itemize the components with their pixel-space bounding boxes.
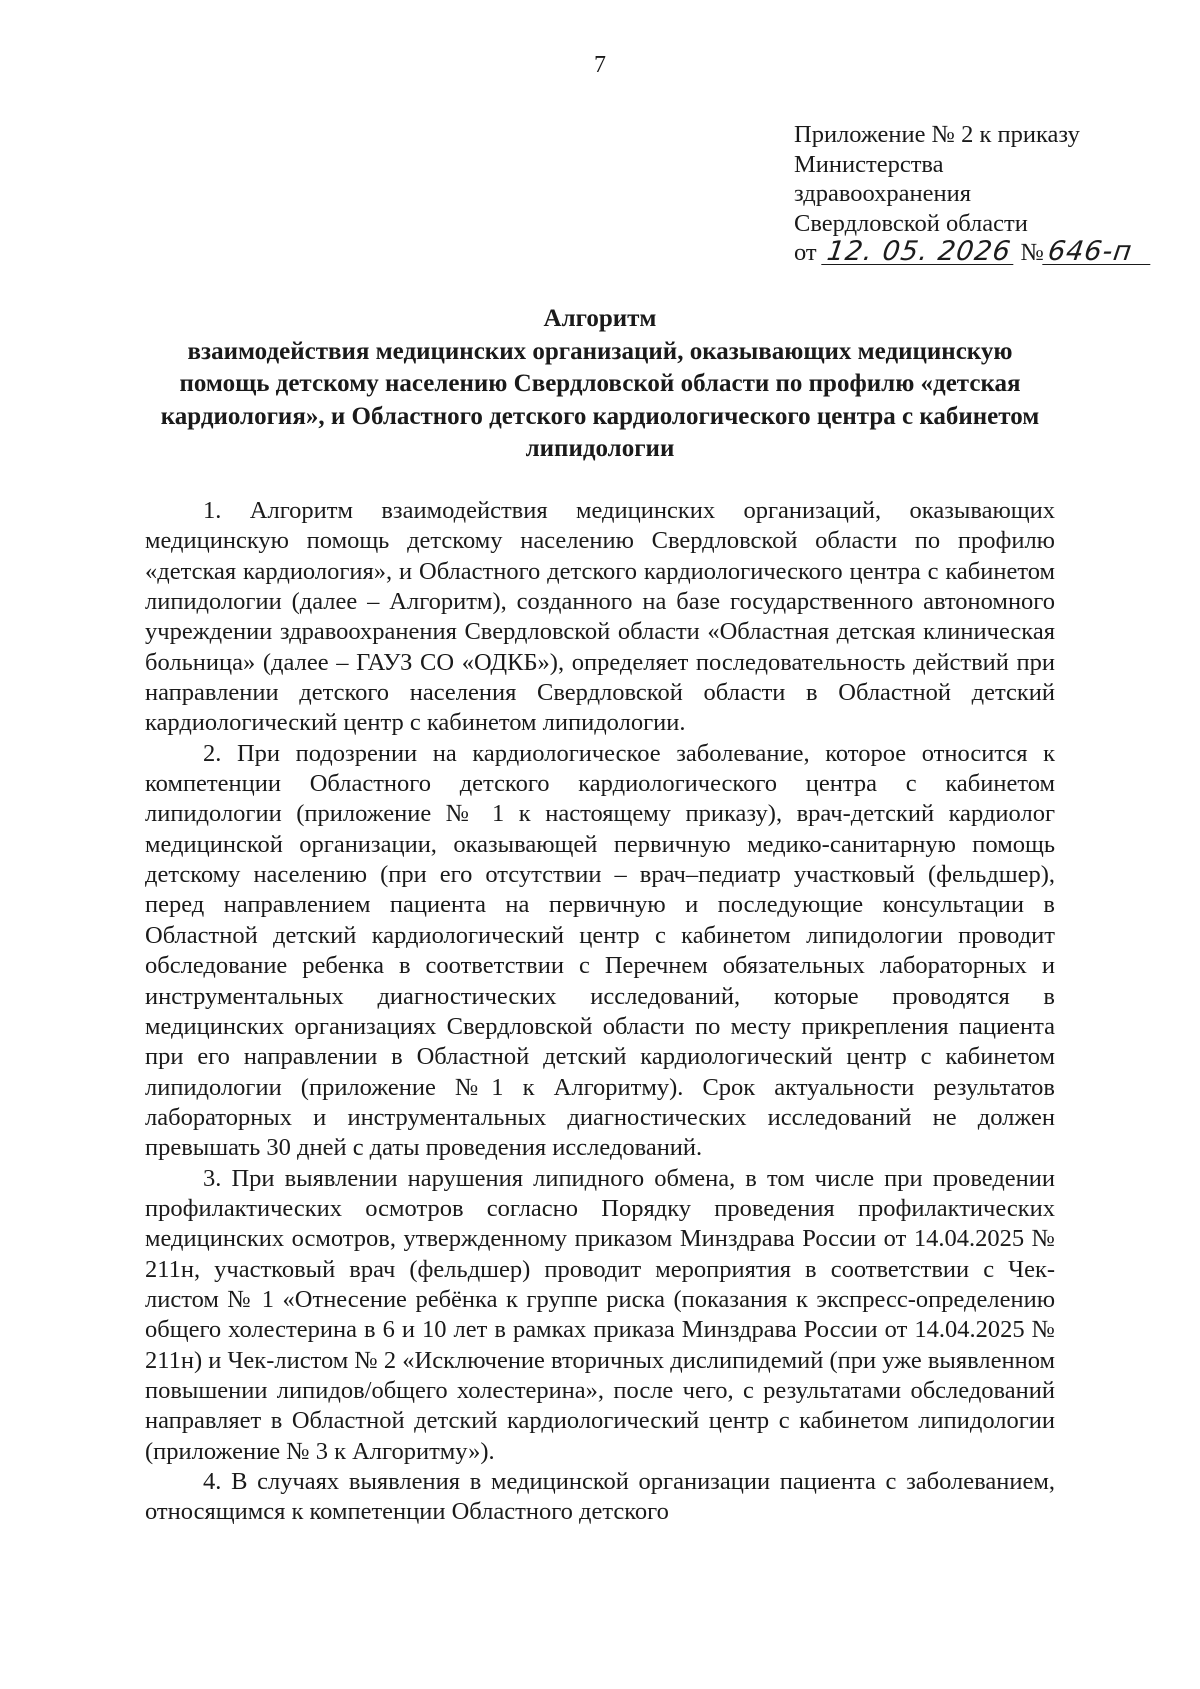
handwritten-date: 12. 05. 2026 bbox=[821, 240, 1016, 265]
from-label: от bbox=[794, 239, 817, 266]
paragraph-3: 3. При выявлении нарушения липидного обмена, в том числе при проведении профилактических осмотров согласно Порядку проведения профилактических медицинских осмотров, утвержденному приказом Минздрава России от 14.04.2025 № 211н, участковый врач (фельдшер) проводит мероприятия в соответствии с Чек-листом № 1 «Отнесение ребёнка к группе риска (показания к экспресс-определению общего холестерина в 6 и 10 лет в рамках приказа Минздрава России от 14.04.2025 № 211н) и Чек-листом № 2 «Исключение вторичных дислипидемий (при уже выявленном повышении липидов/общего холестерина», после чего, с результатами обследований направляет в Областной детский кардиологический центр с кабинетом липидологии (приложение № 3 к Алгоритму»). bbox=[145, 1164, 1055, 1465]
paragraph-1: 1. Алгоритм взаимодействия медицинских организаций, оказывающих медицинскую помощь детскому населению Свердловской области по профилю «детская кардиология», и Областного детского кардиологического центра с кабинетом липидологии (далее – Алгоритм), созданного на базе государственного автономного учреждении здравоохранения Свердловской области «Областная детская клиническая больница» (далее – ГАУЗ СО «ОДКБ»), определяет последовательность действий при направлении детского населения Свердловской области в Областной детский кардиологический центр с кабинетом липидологии. bbox=[145, 497, 1055, 737]
document-body bbox=[145, 496, 1055, 1528]
title-line: Алгоритм bbox=[543, 305, 657, 332]
paragraph-4: 4. В случаях выявления в медицинской организации пациента с заболеванием, относящимся к компетенции Областного детского bbox=[145, 1468, 1055, 1526]
page-number: 7 bbox=[594, 52, 606, 78]
number-label: № bbox=[1020, 239, 1045, 266]
appendix-line: Свердловской области bbox=[794, 209, 1028, 237]
document-title bbox=[145, 303, 1055, 466]
paragraph-2: 2. При подозрении на кардиологическое заболевание, которое относится к компетенции Областного детского кардиологического центра с кабинетом липидологии (приложение № 1 к настоящему приказу), врач-детский кардиолог медицинской организации, оказывающей первичную медико-санитарную помощь детскому населению (при его отсутствии – врач–педиатр участковый (фельдшер), перед направлением пациента на первичную и последующие консультации в Областной детский кардиологический центр с кабинетом липидологии проводит обследование ребенка в соответствии с Перечнем обязательных лабораторных и инструментальных диагностических исследований, которые проводятся в медицинских организациях Свердловской области по месту прикрепления пациента при его направлении в Областной детский кардиологический центр с кабинетом липидологии (приложение №1 к Алгоритму). Срок актуальности результатов лабораторных и инструментальных диагностических исследований не должен превышать 30 дней с даты проведения исследований. bbox=[145, 739, 1055, 1162]
appendix-line: Приложение № 2 к приказу bbox=[794, 121, 1080, 148]
title-line: помощь детскому населению Свердловской области по профилю «детская bbox=[179, 370, 1021, 397]
handwritten-order-number: 646-п bbox=[1042, 240, 1154, 265]
title-line: кардиология», и Областного детского кардиологического центра с кабинетом bbox=[160, 402, 1040, 430]
title-line: липидологии bbox=[525, 435, 675, 462]
title-line: взаимодействия медицинских организаций, оказывающих медицинскую bbox=[187, 337, 1013, 365]
appendix-line: Министерства bbox=[794, 150, 944, 178]
appendix-header bbox=[794, 120, 1174, 268]
order-date-number-line bbox=[794, 238, 1174, 268]
appendix-line: здравоохранения bbox=[794, 180, 971, 207]
